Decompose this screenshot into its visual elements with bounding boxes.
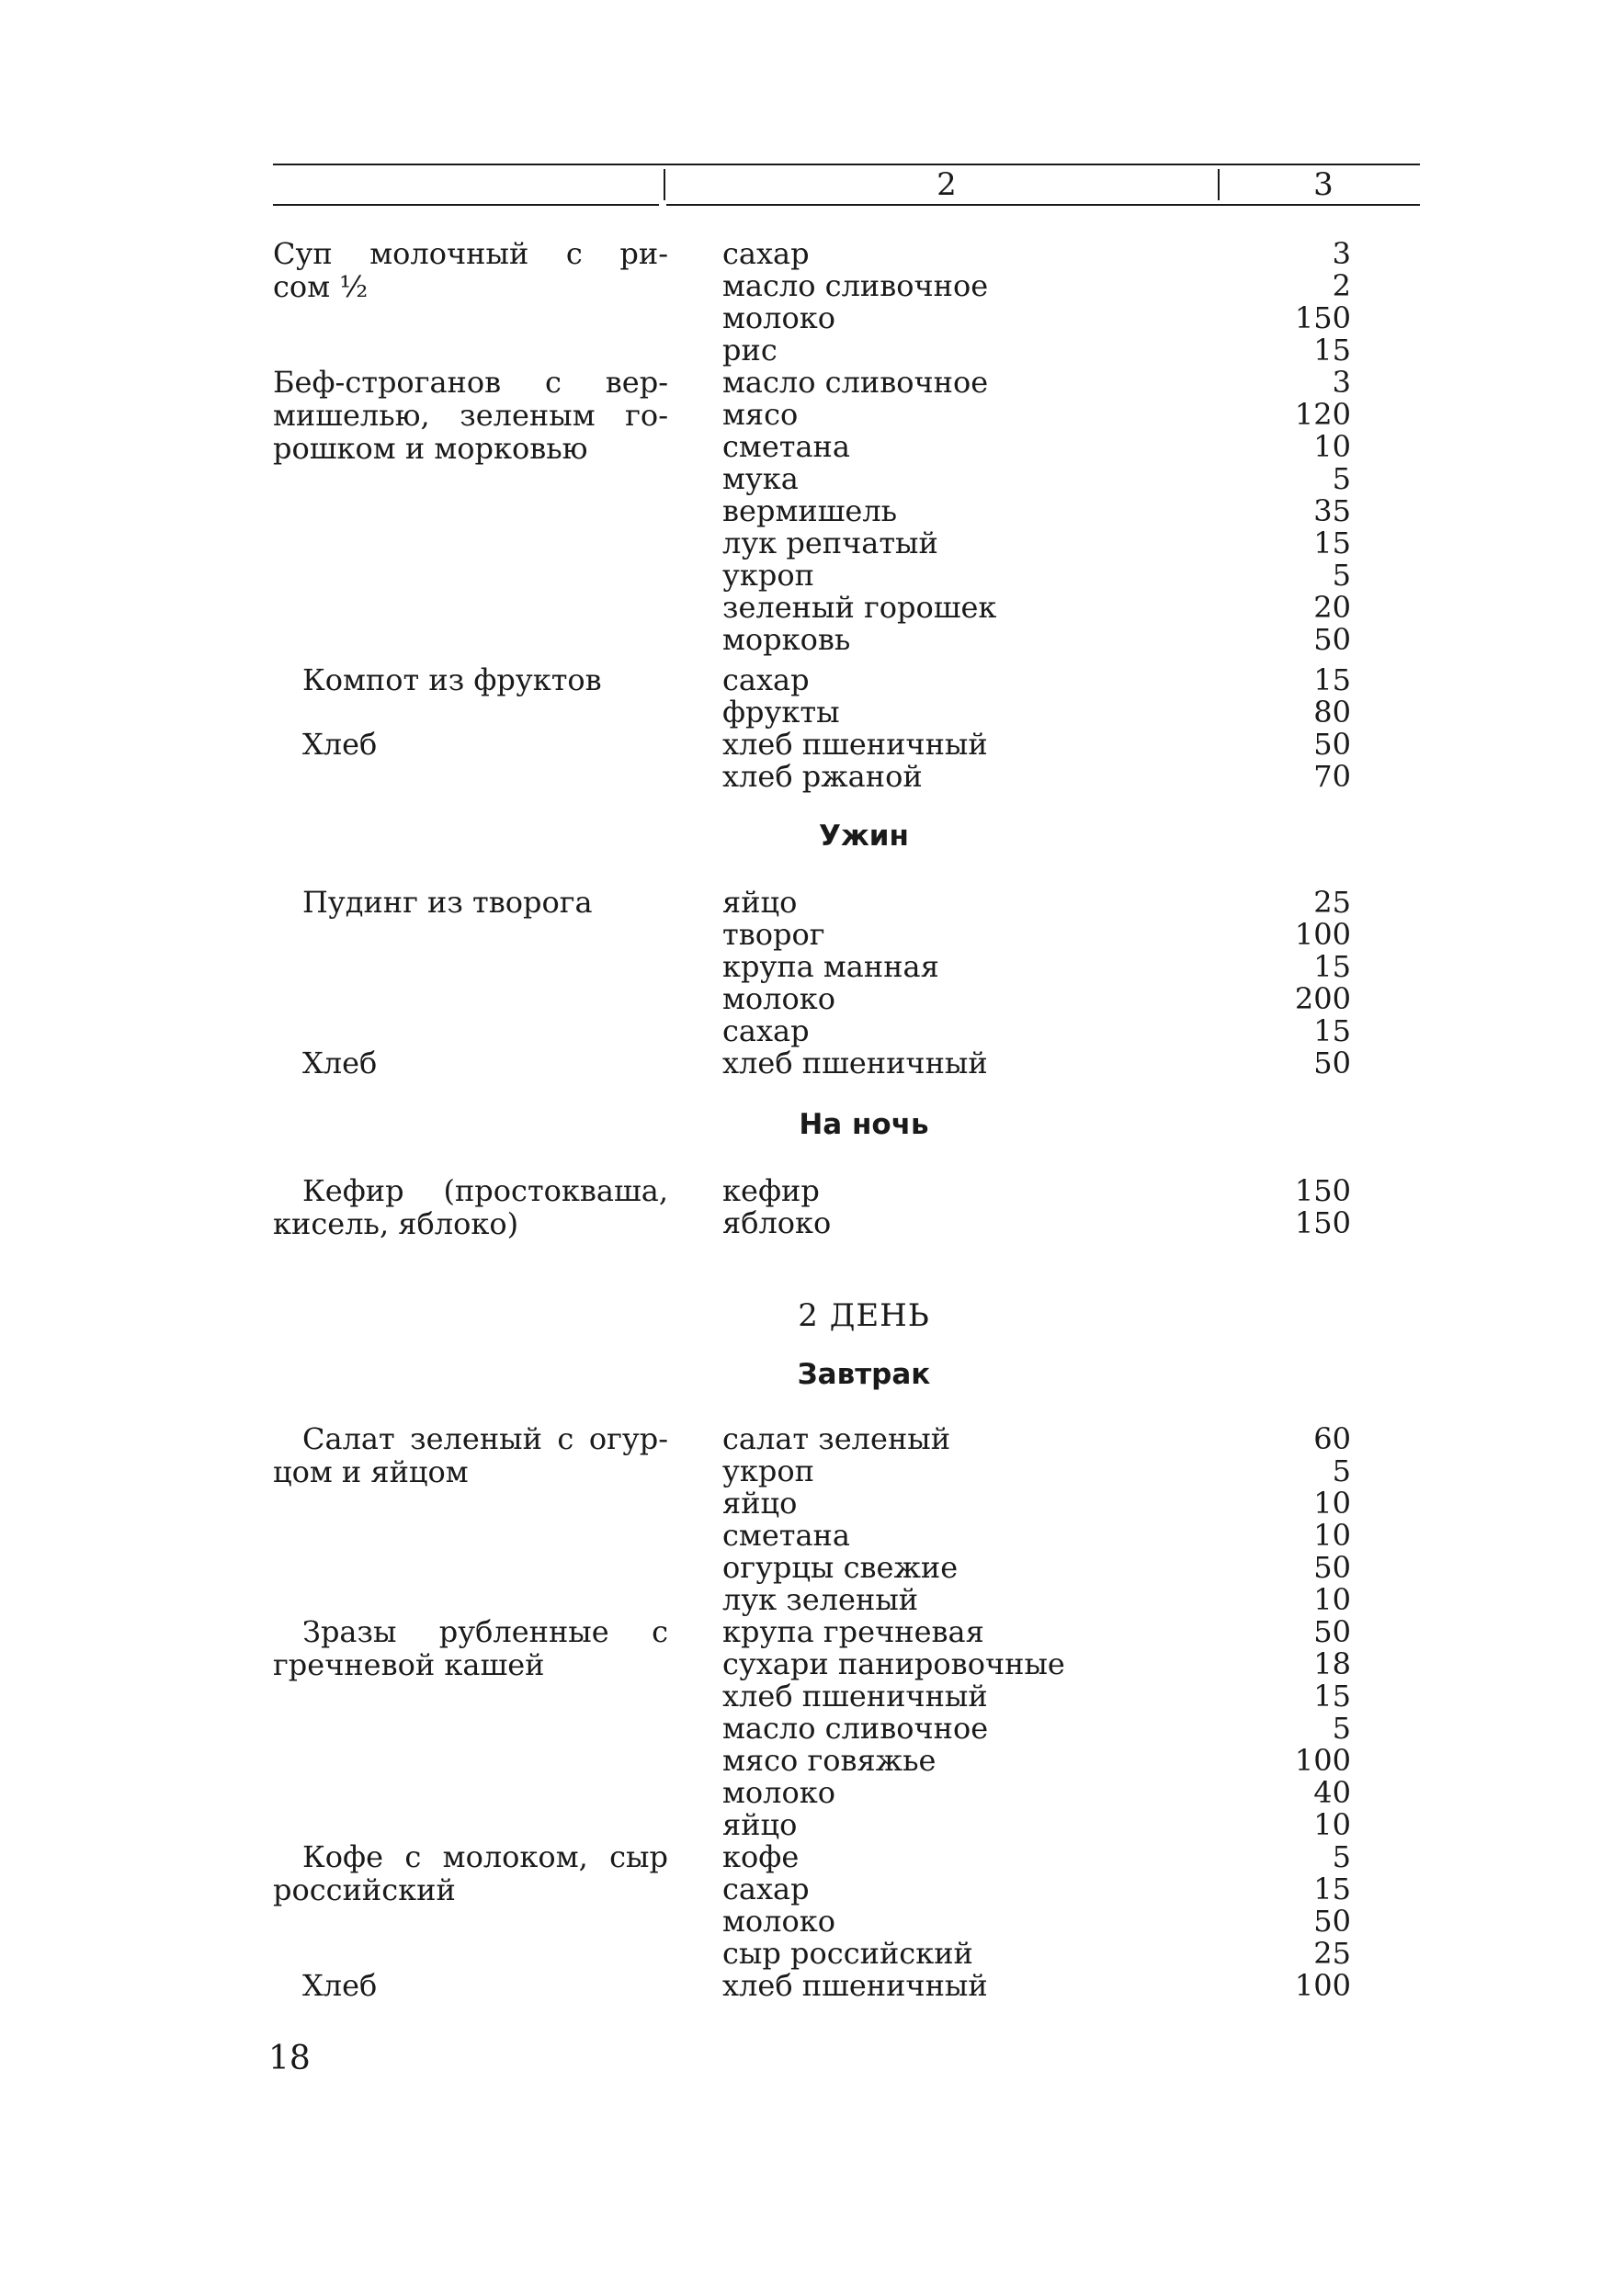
ingredient: фрукты [722, 695, 840, 730]
ingredient: мясо [722, 397, 799, 432]
day-heading: 2 ДЕНЬ [798, 1297, 930, 1334]
ingredient-quantity: 15 [1313, 662, 1351, 697]
dish-line: Компот из фруктов [302, 662, 602, 697]
ingredient-quantity: 200 [1294, 981, 1351, 1016]
table-column-divider-2 [1218, 169, 1220, 200]
ingredient: молоко [722, 1904, 836, 1939]
ingredient: яйцо [722, 1486, 798, 1521]
ingredient-quantity: 150 [1294, 300, 1351, 335]
page-number: 18 [268, 2040, 311, 2077]
ingredient-quantity: 50 [1313, 1550, 1351, 1585]
ingredient-quantity: 100 [1294, 917, 1351, 952]
dish-line: Хлеб [302, 1968, 378, 2003]
table-top-rule [273, 164, 1420, 165]
ingredient: яблоко [722, 1205, 832, 1240]
ingredient: крупа гречневая [722, 1614, 984, 1649]
dish-line: рошком и морковью [273, 431, 588, 466]
dish-line: Беф-строганов с вер- [273, 365, 668, 400]
dish-line: российский [273, 1872, 456, 1907]
ingredient: хлеб пшеничный [722, 1968, 988, 2003]
dish-name [273, 886, 668, 919]
ingredient-quantity: 3 [1332, 236, 1351, 271]
ingredient: масло сливочное [722, 268, 989, 303]
ingredient-quantity: 70 [1313, 759, 1351, 794]
meal-heading: Завтрак [797, 1358, 931, 1391]
ingredient-quantity: 40 [1313, 1775, 1351, 1810]
ingredient: морковь [722, 622, 851, 657]
ingredient: зеленый горошек [722, 590, 997, 625]
ingredient: молоко [722, 981, 836, 1016]
ingredient-quantity: 50 [1313, 1046, 1351, 1080]
dish-name [273, 1840, 668, 1906]
ingredient-quantity: 10 [1313, 1582, 1351, 1617]
ingredient: укроп [722, 1453, 814, 1488]
meal-heading: Ужин [819, 820, 909, 853]
ingredient-quantity: 35 [1313, 493, 1351, 528]
dish-line: гречневой кашей [273, 1647, 545, 1682]
ingredient: хлеб ржаной [722, 759, 923, 794]
ingredient-quantity: 15 [1313, 1679, 1351, 1714]
ingredient: мука [722, 461, 799, 496]
dish-name [273, 237, 668, 303]
ingredient: кефир [722, 1173, 820, 1208]
ingredient-quantity: 50 [1313, 1614, 1351, 1649]
dish-line: мишелью, зеленым го- [273, 398, 668, 433]
ingredient-quantity: 2 [1332, 268, 1351, 303]
ingredient: сахар [722, 1872, 810, 1906]
ingredient-quantity: 5 [1332, 461, 1351, 496]
ingredient: сахар [722, 1013, 810, 1048]
ingredient-quantity: 15 [1313, 526, 1351, 560]
ingredient: сыр российский [722, 1936, 973, 1971]
ingredient: мясо говяжье [722, 1743, 937, 1778]
dish-line: Хлеб [302, 727, 378, 762]
ingredient: яйцо [722, 1807, 798, 1842]
ingredient: сухари панировочные [722, 1646, 1065, 1681]
dish-line: Пудинг из творога [302, 885, 593, 920]
dish-name [273, 1174, 668, 1240]
ingredient-quantity: 50 [1313, 622, 1351, 657]
ingredient: хлеб пшеничный [722, 1679, 988, 1714]
ingredient: яйцо [722, 885, 798, 920]
ingredient: молоко [722, 300, 836, 335]
ingredient-quantity: 15 [1313, 949, 1351, 984]
ingredient-quantity: 15 [1313, 333, 1351, 368]
dish-name [273, 728, 668, 761]
ingredient: лук репчатый [722, 526, 938, 560]
ingredient-quantity: 10 [1313, 1486, 1351, 1521]
column-number-2: 2 [937, 166, 957, 203]
ingredient-quantity: 100 [1294, 1743, 1351, 1778]
ingredient: рис [722, 333, 778, 368]
ingredient-quantity: 15 [1313, 1013, 1351, 1048]
ingredient-quantity: 150 [1294, 1173, 1351, 1208]
dish-name [273, 1615, 668, 1681]
ingredient-quantity: 25 [1313, 885, 1351, 920]
ingredient: сметана [722, 429, 850, 464]
ingredient: крупа манная [722, 949, 939, 984]
ingredient: хлеб пшеничный [722, 1046, 988, 1080]
ingredient-quantity: 60 [1313, 1421, 1351, 1456]
ingredient: укроп [722, 558, 814, 593]
ingredient: вермишель [722, 493, 898, 528]
dish-line: Суп молочный с ри- [273, 236, 668, 271]
ingredient: огурцы свежие [722, 1550, 959, 1585]
dish-line: кисель, яблоко) [273, 1206, 519, 1241]
ingredient-quantity: 10 [1313, 1518, 1351, 1553]
ingredient-quantity: 150 [1294, 1205, 1351, 1240]
ingredient-quantity: 5 [1332, 1711, 1351, 1746]
ingredient: лук зеленый [722, 1582, 919, 1617]
dish-line: сом ½ [273, 269, 369, 304]
ingredient: сметана [722, 1518, 850, 1553]
ingredient-quantity: 25 [1313, 1936, 1351, 1971]
ingredient-quantity: 5 [1332, 558, 1351, 593]
column-number-3: 3 [1313, 166, 1334, 203]
dish-line: Кефир (простокваша, [302, 1173, 668, 1208]
ingredient-quantity: 50 [1313, 727, 1351, 762]
ingredient-quantity: 50 [1313, 1904, 1351, 1939]
ingredient-quantity: 20 [1313, 590, 1351, 625]
dish-name [273, 366, 668, 465]
ingredient-quantity: 5 [1332, 1839, 1351, 1874]
ingredient-quantity: 15 [1313, 1872, 1351, 1906]
table-header-bottom-rule-left [273, 204, 659, 206]
ingredient-quantity: 120 [1294, 397, 1351, 432]
dish-name [273, 1969, 668, 2002]
dish-line: Зразы рубленные с [302, 1614, 668, 1649]
ingredient: кофе [722, 1839, 800, 1874]
ingredient: масло сливочное [722, 1711, 989, 1746]
ingredient-quantity: 5 [1332, 1453, 1351, 1488]
ingredient: сахар [722, 662, 810, 697]
dish-line: цом и яйцом [273, 1454, 469, 1489]
table-column-divider-1 [664, 169, 665, 200]
ingredient: масло сливочное [722, 365, 989, 400]
ingredient-quantity: 80 [1313, 695, 1351, 730]
ingredient: молоко [722, 1775, 836, 1810]
ingredient-quantity: 3 [1332, 365, 1351, 400]
ingredient: салат зеленый [722, 1421, 951, 1456]
meal-heading: На ночь [799, 1108, 929, 1141]
dish-line: Хлеб [302, 1046, 378, 1080]
ingredient: хлеб пшеничный [722, 727, 988, 762]
dish-name [273, 1422, 668, 1488]
ingredient: творог [722, 917, 825, 952]
dish-line: Кофе с молоком, сыр [302, 1839, 668, 1874]
ingredient-quantity: 10 [1313, 1807, 1351, 1842]
dish-name [273, 1046, 668, 1080]
ingredient-quantity: 100 [1294, 1968, 1351, 2003]
dish-line: Салат зеленый с огур- [302, 1421, 668, 1456]
ingredient-quantity: 10 [1313, 429, 1351, 464]
dish-name [273, 663, 668, 696]
ingredient-quantity: 18 [1313, 1646, 1351, 1681]
ingredient: сахар [722, 236, 810, 271]
table-header-bottom-rule-right [666, 204, 1420, 206]
